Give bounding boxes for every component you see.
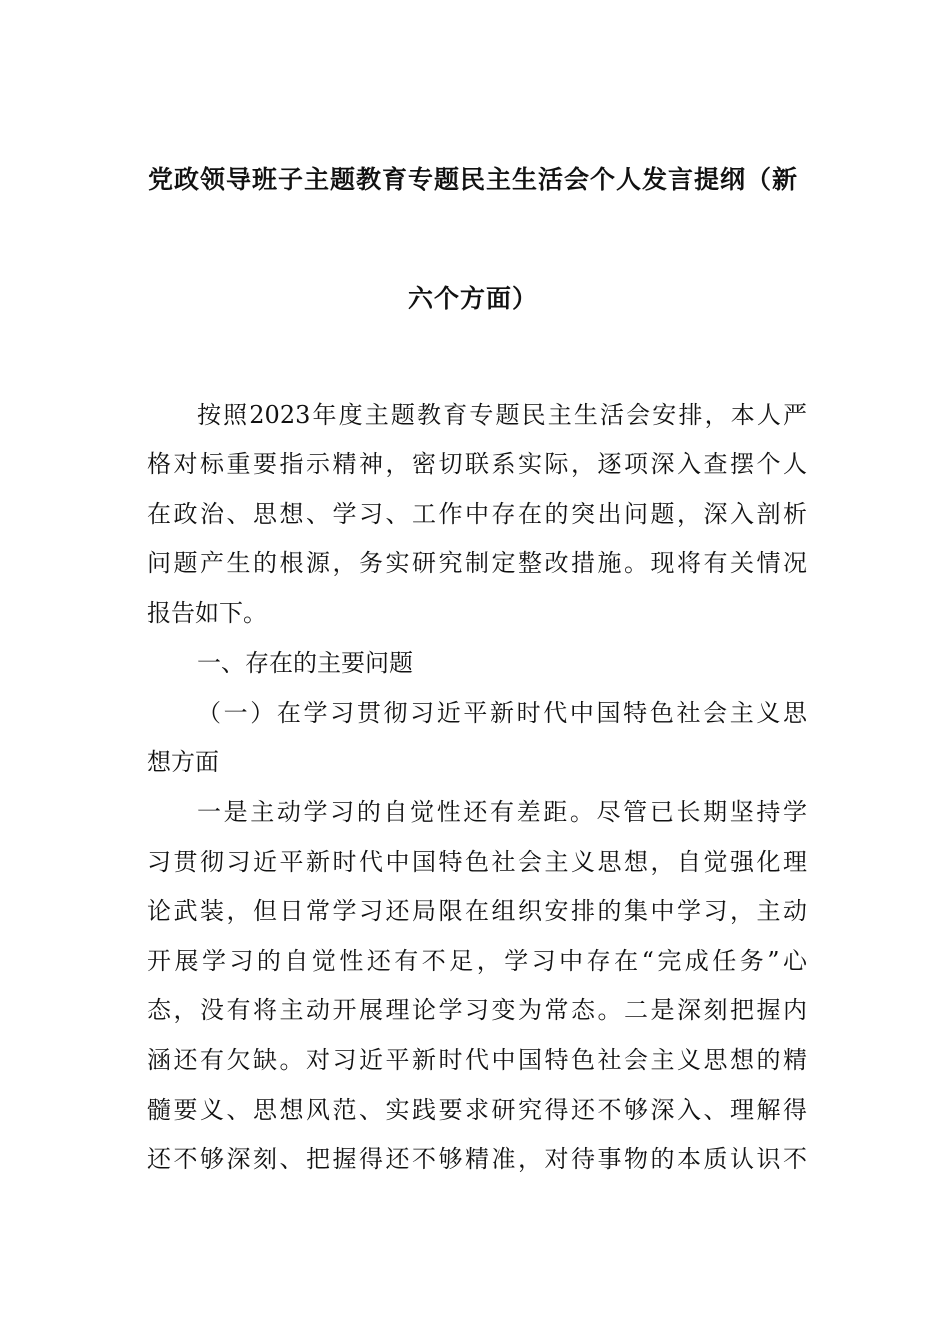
subsection-heading-line: 想方面 bbox=[147, 748, 219, 776]
paragraph-line: 问题产生的根源，务实研究制定整改措施。现将有关情况 bbox=[147, 549, 807, 577]
paragraph-line: 论武装，但日常学习还局限在组织安排的集中学习，主动 bbox=[147, 897, 807, 925]
paragraph-line: 按照2023年度主题教育专题民主生活会安排，本人严 bbox=[197, 401, 807, 429]
subsection-heading-line: （一）在学习贯彻习近平新时代中国特色社会主义思 bbox=[197, 699, 807, 727]
paragraph-line: 涵还有欠缺。对习近平新时代中国特色社会主义思想的精 bbox=[147, 1046, 807, 1074]
paragraph-line: 还不够深刻、把握得还不够精准，对待事物的本质认识不 bbox=[147, 1145, 807, 1173]
document-title-line-1: 党政领导班子主题教育专题民主生活会个人发言提纲（新 bbox=[147, 165, 798, 194]
paragraph-line: 习贯彻习近平新时代中国特色社会主义思想，自觉强化理 bbox=[147, 848, 807, 876]
document-title-line-2: 六个方面） bbox=[407, 284, 538, 313]
section-heading: 一、存在的主要问题 bbox=[197, 649, 413, 677]
paragraph-line: 报告如下。 bbox=[147, 599, 267, 627]
paragraph-line: 在政治、思想、学习、工作中存在的突出问题，深入剖析 bbox=[147, 500, 807, 528]
paragraph-line: 态，没有将主动开展理论学习变为常态。二是深刻把握内 bbox=[147, 996, 807, 1024]
paragraph-line: 开展学习的自觉性还有不足，学习中存在“完成任务”心 bbox=[147, 947, 807, 975]
paragraph-line: 一是主动学习的自觉性还有差距。尽管已长期坚持学 bbox=[197, 798, 807, 826]
paragraph-line: 髓要义、思想风范、实践要求研究得还不够深入、理解得 bbox=[147, 1096, 807, 1124]
paragraph-line: 格对标重要指示精神，密切联系实际，逐项深入查摆个人 bbox=[147, 450, 807, 478]
